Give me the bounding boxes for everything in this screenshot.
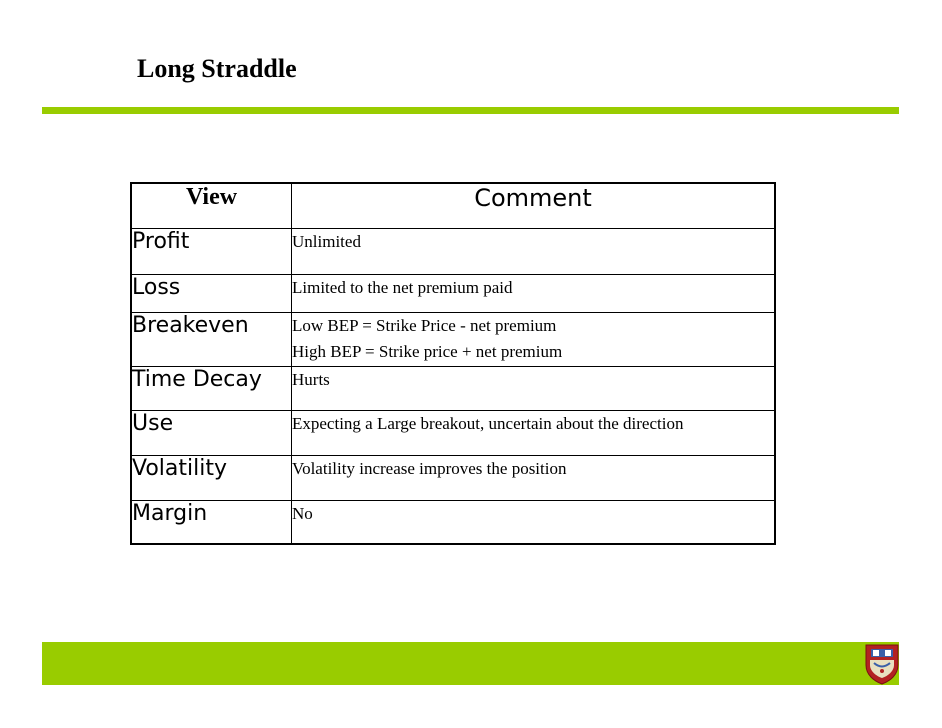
table-row xyxy=(131,410,775,455)
table-header-row xyxy=(131,183,775,228)
row-comment xyxy=(292,455,776,500)
row-comment xyxy=(292,312,776,366)
table-row xyxy=(131,366,775,410)
title-underline-rule xyxy=(42,107,899,114)
comment-line: Unlimited xyxy=(292,231,361,251)
comment-line: No xyxy=(292,503,313,523)
footer-bar xyxy=(42,642,899,685)
row-view: Loss xyxy=(131,274,292,312)
row-comment xyxy=(292,366,776,410)
table-row xyxy=(131,228,775,274)
row-comment xyxy=(292,228,776,274)
university-crest-icon xyxy=(864,643,900,685)
slide-title: Long Straddle xyxy=(137,54,297,83)
comment-line: High BEP = Strike price + net premium xyxy=(292,341,563,361)
header-comment: Comment xyxy=(292,183,776,228)
straddle-table xyxy=(130,182,776,545)
row-comment xyxy=(292,410,776,455)
row-comment xyxy=(292,500,776,544)
comment-line: Low BEP = Strike Price - net premium xyxy=(292,315,557,335)
comment-line: Expecting a Large breakout, uncertain about the direction xyxy=(292,413,684,433)
row-view: Use xyxy=(131,410,292,455)
row-view: Time Decay xyxy=(131,366,292,410)
table-row xyxy=(131,500,775,544)
header-view: View xyxy=(131,183,292,228)
row-view: Margin xyxy=(131,500,292,544)
row-view: Breakeven xyxy=(131,312,292,366)
table-row xyxy=(131,312,775,366)
comment-line: Volatility increase improves the position xyxy=(292,458,567,478)
row-comment xyxy=(292,274,776,312)
row-view: Profit xyxy=(131,228,292,274)
table-row xyxy=(131,274,775,312)
comment-line: Limited to the net premium paid xyxy=(292,277,513,297)
row-view: Volatility xyxy=(131,455,292,500)
table-row xyxy=(131,455,775,500)
comment-line: Hurts xyxy=(292,369,330,389)
